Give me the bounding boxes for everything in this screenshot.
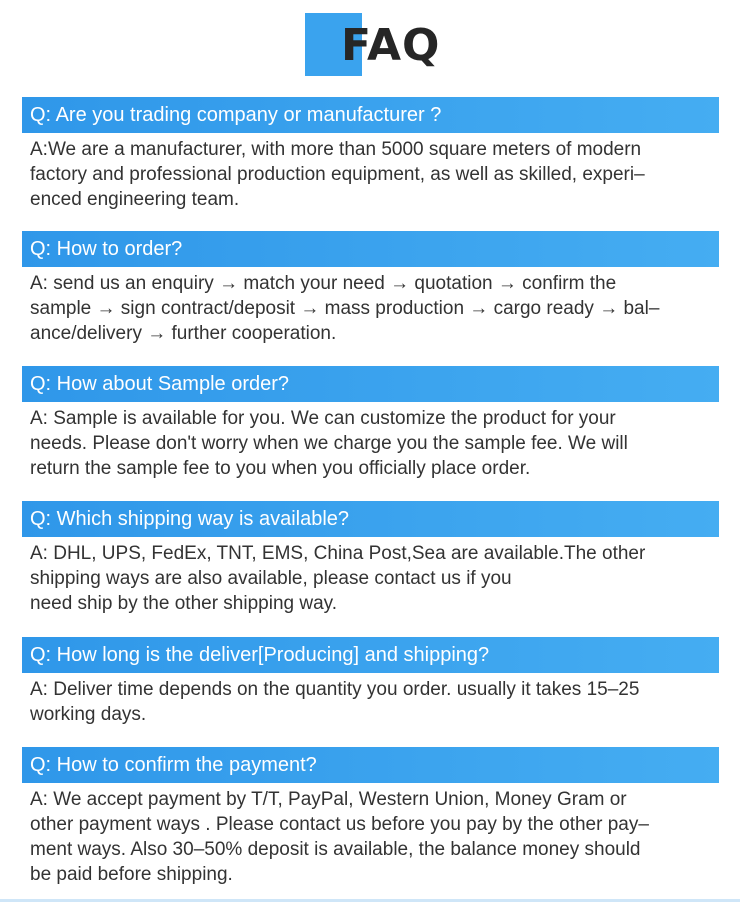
faq-answer (22, 406, 719, 481)
answer-line: ance/delivery → further cooperation. (30, 323, 337, 344)
answer-line: factory and professional production equipment, as well as skilled, experi– (30, 164, 645, 185)
answer-line: sample → sign contract/deposit → mass production → cargo ready → bal– (30, 298, 660, 319)
faq-answer (22, 137, 719, 212)
answer-line: enced engineering team. (30, 189, 240, 210)
faq-header (0, 0, 740, 90)
answer-line: need ship by the other shipping way. (30, 593, 338, 614)
faq-question: Q: How to order? (22, 231, 719, 267)
faq-question: Q: How about Sample order? (22, 366, 719, 402)
faq-answer (22, 677, 719, 727)
faq-item-manufacturer (22, 97, 719, 212)
answer-line: A: DHL, UPS, FedEx, TNT, EMS, China Post,Sea are available.The other (30, 543, 646, 564)
faq-question: Q: How long is the deliver[Producing] and shipping? (22, 637, 719, 673)
faq-item-delivery-time (22, 637, 719, 727)
answer-line: return the sample fee to you when you officially place order. (30, 458, 531, 479)
answer-line: A: Sample is available for you. We can customize the product for your (30, 408, 616, 429)
faq-answer (22, 271, 719, 346)
faq-item-sample-order (22, 366, 719, 481)
answer-line: shipping ways are also available, please contact us if you (30, 568, 512, 589)
faq-item-how-to-order (22, 231, 719, 346)
answer-line: needs. Please don't worry when we charge you the sample fee. We will (30, 433, 628, 454)
faq-answer (22, 787, 719, 887)
answer-line: be paid before shipping. (30, 864, 233, 885)
faq-question: Q: Which shipping way is available? (22, 501, 719, 537)
answer-line: A: Deliver time depends on the quantity you order. usually it takes 15–25 (30, 679, 640, 700)
answer-line: ment ways. Also 30–50% deposit is available, the balance money should (30, 839, 641, 860)
answer-line: A:We are a manufacturer, with more than 5000 square meters of modern (30, 139, 642, 160)
answer-line: other payment ways . Please contact us before you pay by the other pay– (30, 814, 649, 835)
faq-question: Q: How to confirm the payment? (22, 747, 719, 783)
faq-answer (22, 541, 719, 616)
answer-line: A: We accept payment by T/T, PayPal, Western Union, Money Gram or (30, 789, 627, 810)
answer-line: working days. (30, 704, 147, 725)
faq-item-payment (22, 747, 719, 887)
faq-item-shipping (22, 501, 719, 616)
answer-line: A: send us an enquiry → match your need → quotation → confirm the (30, 273, 617, 294)
faq-question: Q: Are you trading company or manufacturer ? (22, 97, 719, 133)
page-title: FAQ (341, 20, 441, 71)
